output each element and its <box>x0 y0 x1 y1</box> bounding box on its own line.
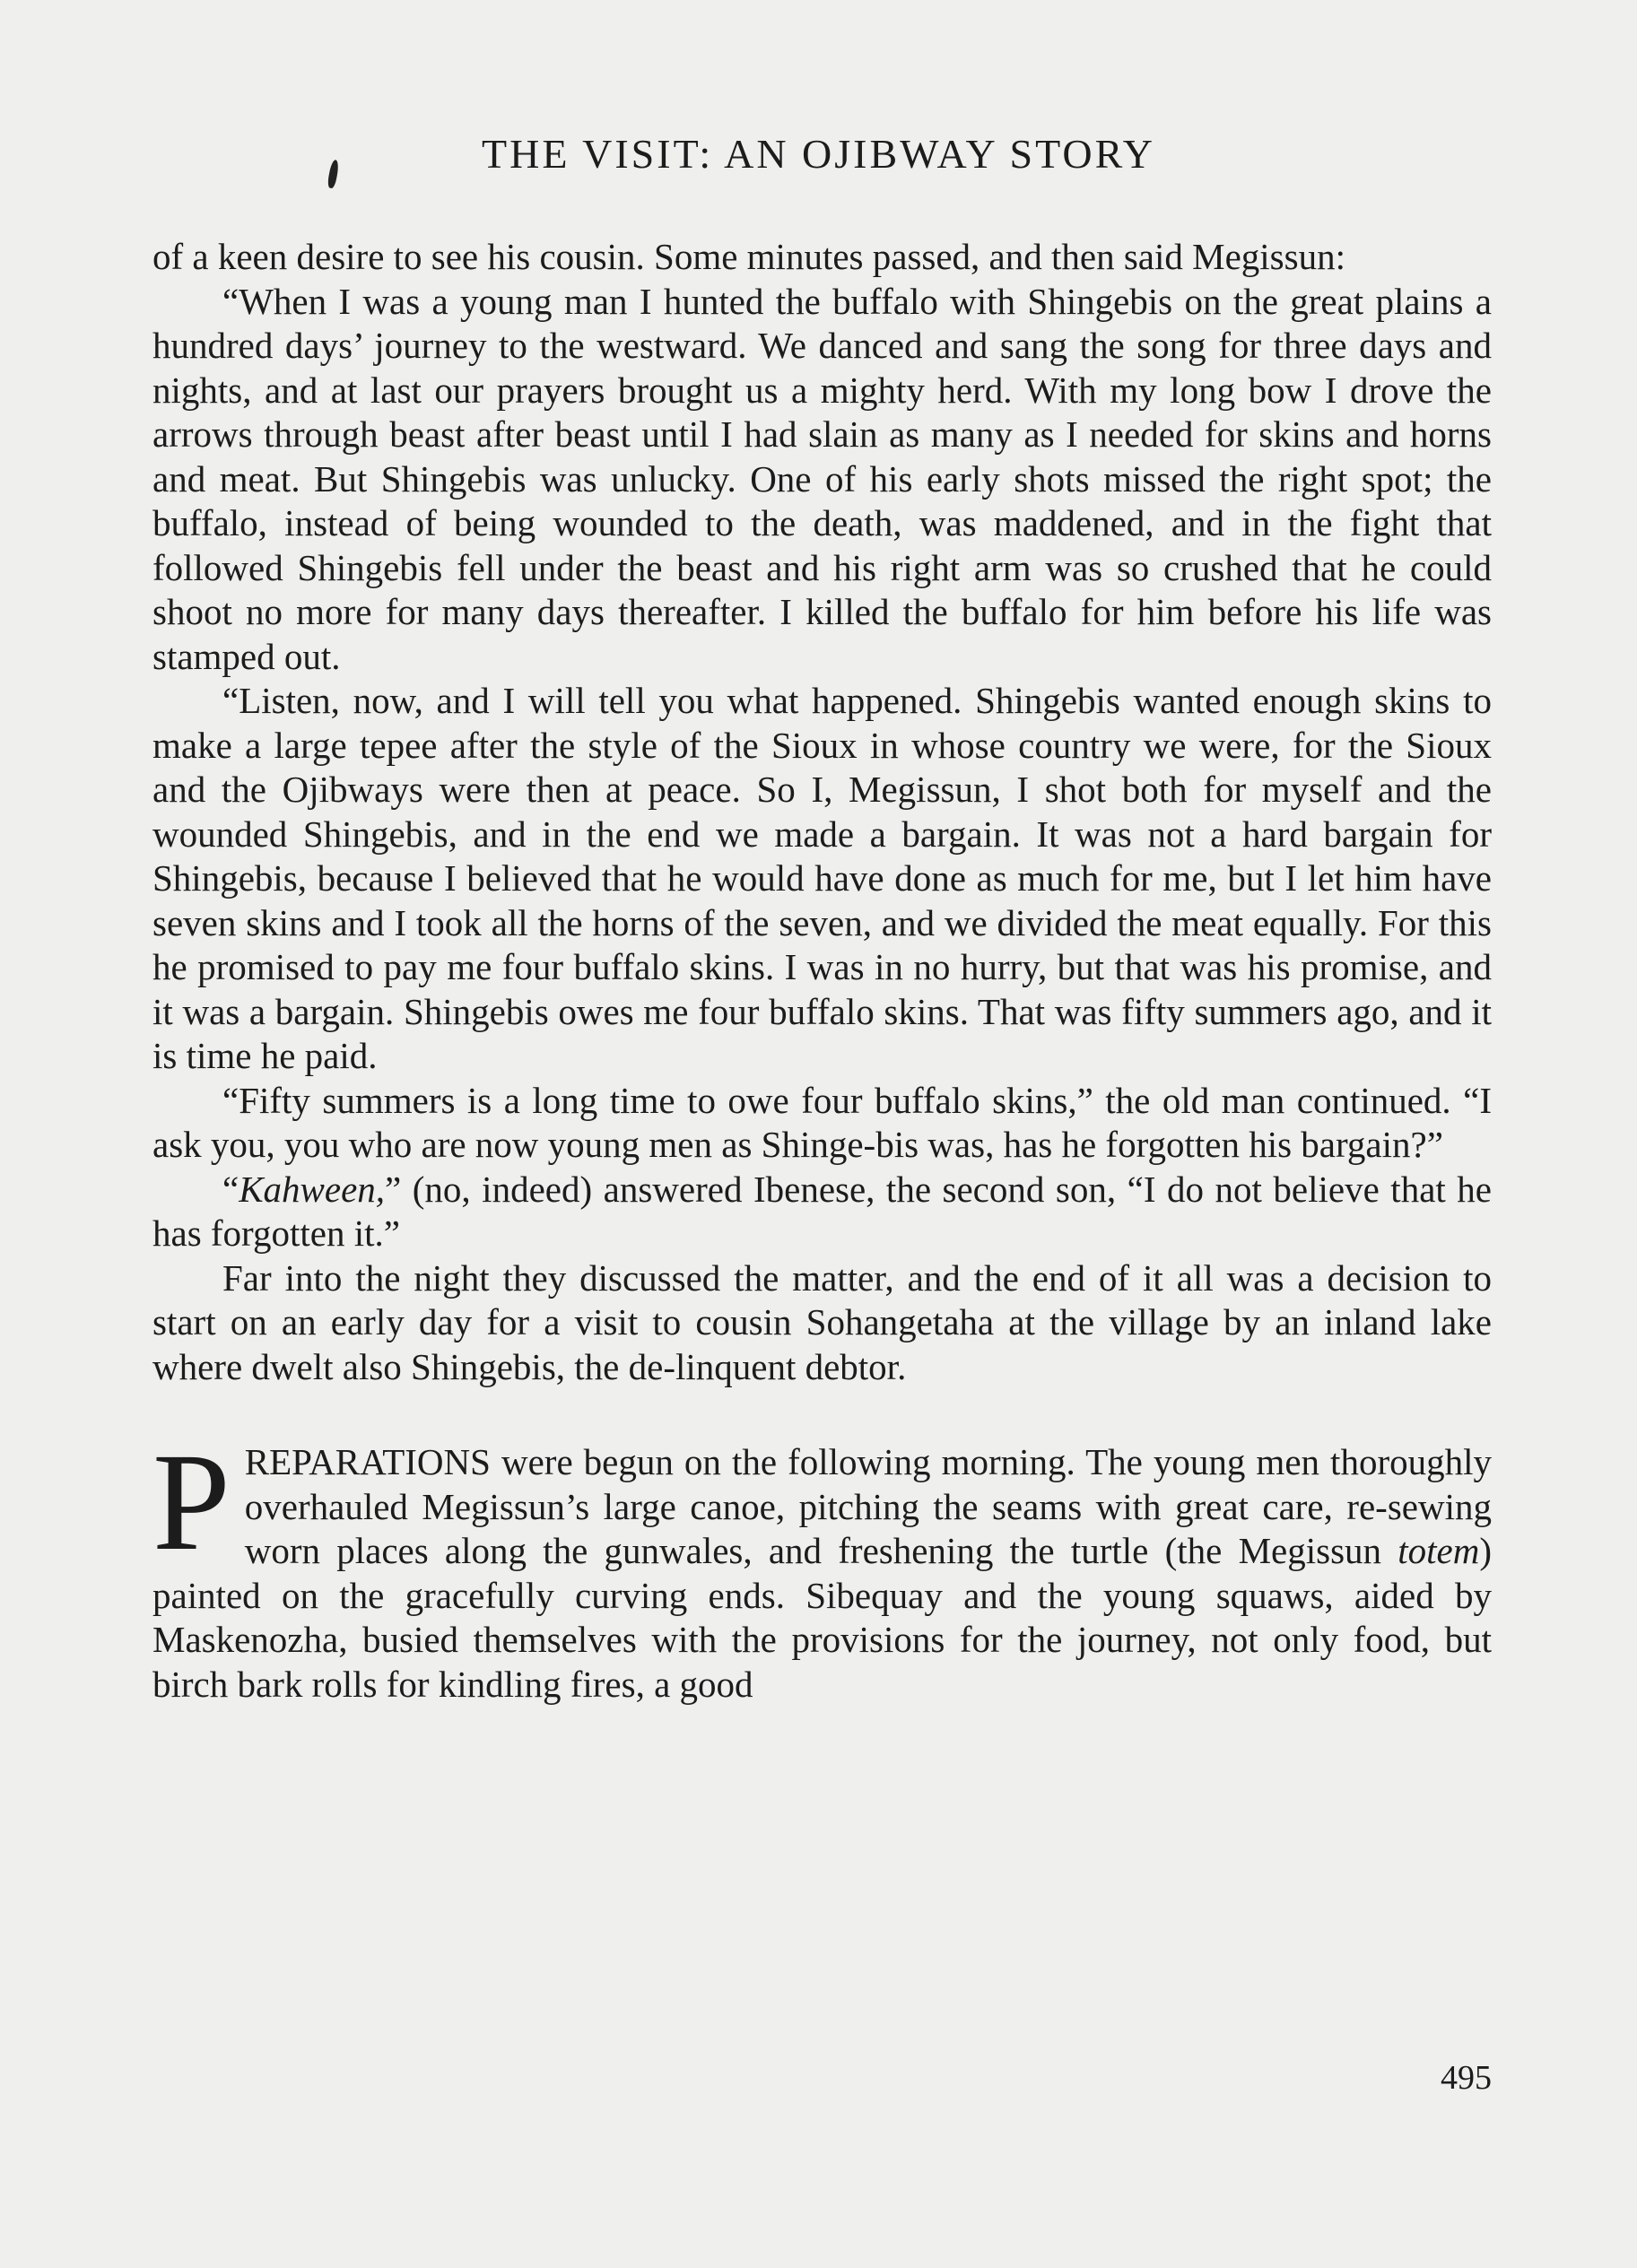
paragraph-7-part-2: ) painted on the gracefully curving ends. Sibequay and the young squaws, aided by Maskenozha, busied themselves with the provisions for the journey, not only food, but birch bark rolls for kindling fires, a good <box>152 1530 1492 1705</box>
paragraph-7 <box>152 1424 1492 1707</box>
italic-word-totem: totem <box>1398 1530 1480 1571</box>
paragraph-4: “Fifty summers is a long time to owe four buffalo skins,” the old man continued. “I ask you, you who are now young men as Shinge-bis was, has he forgotten his bargain?” <box>152 1079 1492 1165</box>
paragraph-5 <box>152 1168 1492 1256</box>
body-text <box>152 235 1492 1707</box>
section-break <box>152 1389 1492 1440</box>
page-number: 495 <box>1441 2059 1492 2097</box>
drop-cap: P <box>152 1424 231 1579</box>
paragraph-1: of a keen desire to see his cousin. Some minutes passed, and then said Megissun: <box>152 236 1345 277</box>
paragraph-7-part-1: REPARATIONS were begun on the following morning. The young men thoroughly overhauled Megissun’s large canoe, pitching the seams with great care, re-sewing worn places along the gunwales, and freshening the turtle (the Megissun <box>244 1441 1492 1571</box>
paragraph-6: Far into the night they discussed the matter, and the end of it all was a decision to start on an early day for a visit to cousin Sohangetaha at the village by an inland lake where dwelt also Shingebis, the de-linquent debtor. <box>152 1256 1492 1387</box>
paragraph-5-rest: ” (no, indeed) answered Ibenese, the second son, “I do not believe that he has forgotten it.” <box>152 1168 1492 1254</box>
italic-word-kahween: Kahween, <box>239 1168 386 1210</box>
open-quote: “ <box>222 1168 239 1210</box>
paragraph-2: “When I was a young man I hunted the buffalo with Shingebis on the great plains a hundred days’ journey to the westward. We danced and sang the song for three days and nights, and at last our prayers brought us a mighty herd. With my long bow I drove the arrows through beast after beast until I had slain as many as I needed for skins and horns and meat. But Shingebis was unlucky. One of his early shots missed the right spot; the buffalo, instead of being wounded to the death, was maddened, and in the fight that followed Shingebis fell under the beast and his right arm was so crushed that he could shoot no more for many days thereafter. I killed the buffalo for him before his life was stamped out. <box>152 280 1492 677</box>
running-head: THE VISIT: AN OJIBWAY STORY <box>482 131 1155 177</box>
paragraph-3: “Listen, now, and I will tell you what happened. Shingebis wanted enough skins to make a large tepee after the style of the Sioux in whose country we were, for the Sioux and the Ojibways were then at peace. So I, Megissun, I shot both for myself and the wounded Shingebis, and in the end we made a bargain. It was not a hard bargain for Shingebis, because I believed that he would have done as much for me, but I let him have seven skins and I took all the horns of the seven, and we divided the meat equally. For this he promised to pay me four buffalo skins. I was in no hurry, but that was his promise, and it was a bargain. Shingebis owes me four buffalo skins. That was fifty summers ago, and it is time he paid. <box>152 680 1492 1076</box>
